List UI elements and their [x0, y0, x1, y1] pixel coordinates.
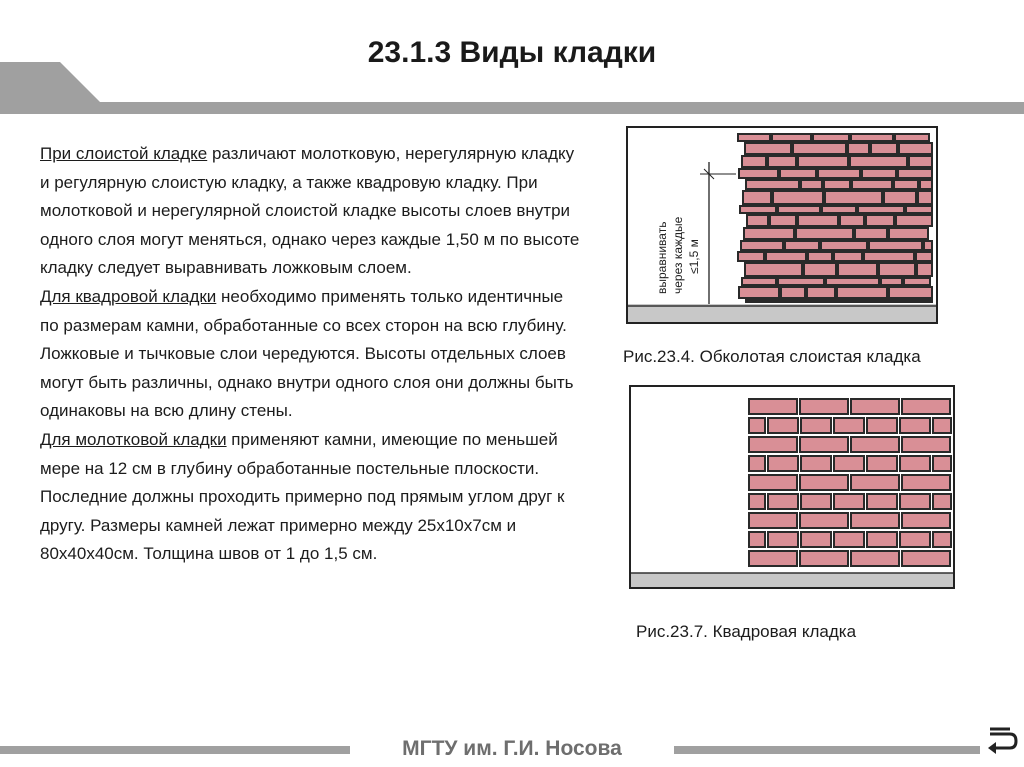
brick	[772, 134, 811, 141]
brick	[903, 300, 932, 302]
brick	[801, 180, 822, 189]
brick	[800, 551, 848, 566]
brick	[852, 180, 892, 189]
brick	[745, 263, 802, 276]
brick	[749, 513, 797, 528]
brick	[749, 437, 797, 452]
brick	[768, 418, 798, 433]
ground-strip	[631, 573, 953, 587]
brick	[834, 456, 864, 471]
brick	[837, 287, 887, 298]
brick	[770, 215, 796, 226]
brick	[895, 134, 929, 141]
brick	[785, 241, 819, 250]
body-text	[40, 140, 580, 569]
brick	[933, 494, 951, 509]
brick	[801, 418, 831, 433]
brick	[746, 300, 778, 302]
brick	[933, 418, 951, 433]
brick	[900, 494, 930, 509]
brick	[896, 215, 932, 226]
brick	[894, 180, 918, 189]
brick	[798, 156, 848, 167]
brick	[867, 494, 897, 509]
brick-wall	[738, 134, 932, 302]
brick	[924, 241, 932, 250]
brick	[744, 228, 794, 239]
brick	[768, 156, 796, 167]
brick	[834, 252, 862, 261]
brick	[933, 456, 951, 471]
paragraph-layered	[40, 140, 580, 283]
brick	[796, 228, 853, 239]
brick	[918, 191, 932, 204]
brick	[766, 252, 806, 261]
brick	[768, 494, 798, 509]
brick	[821, 300, 857, 302]
brick	[834, 418, 864, 433]
brick	[871, 143, 897, 154]
brick	[749, 418, 765, 433]
brick	[879, 263, 915, 276]
brick	[800, 513, 848, 528]
brick	[738, 252, 764, 261]
brick	[889, 228, 928, 239]
brick	[749, 399, 797, 414]
brick	[801, 532, 831, 547]
brick	[778, 206, 820, 213]
brick	[902, 399, 950, 414]
brick	[917, 263, 932, 276]
brick	[859, 300, 901, 302]
brick	[825, 191, 882, 204]
paragraph-lead: При слоистой кладке	[40, 144, 208, 163]
brick	[851, 399, 899, 414]
paragraph-hammered	[40, 426, 580, 569]
brick	[898, 169, 932, 178]
brick	[801, 456, 831, 471]
paragraph-lead: Для квадровой кладки	[40, 286, 217, 306]
brick	[904, 278, 930, 285]
brick	[851, 551, 899, 566]
paragraph-lead: Для молотковой кладки	[40, 429, 227, 449]
brick	[864, 252, 914, 261]
brick	[902, 437, 950, 452]
brick	[780, 169, 816, 178]
brick	[866, 215, 894, 226]
figure-caption-2: Рис.23.7. Квадровая кладка	[636, 622, 857, 641]
brick	[749, 551, 797, 566]
brick	[900, 418, 930, 433]
brick	[916, 252, 932, 261]
brick	[768, 532, 798, 547]
brick	[900, 456, 930, 471]
brick	[739, 287, 779, 298]
brick	[821, 241, 867, 250]
brick	[889, 287, 932, 298]
brick	[826, 278, 879, 285]
brick	[800, 437, 848, 452]
footer-institution: МГТУ им. Г.И. Носова	[402, 737, 622, 760]
brick	[851, 437, 899, 452]
dimension-label-3: ≤1,5 м	[687, 239, 701, 274]
brick	[933, 532, 951, 547]
figure-ashlar-masonry	[627, 383, 957, 593]
brick	[740, 206, 776, 213]
brick	[906, 206, 932, 213]
brick	[804, 263, 836, 276]
paragraph-text: различают молотковую, нерегулярную кладку и регулярную слоистую кладку, а также квадровую кладку. При молотковой и нерегулярной слоистой кладке высоты слоев внутри одного слоя могут меняться, однако через каждые 1,50 м по высоте кладку следует выравнивать ложковым слоем.	[40, 144, 580, 278]
brick	[738, 134, 770, 141]
brick	[798, 215, 838, 226]
brick	[858, 206, 904, 213]
brick	[749, 456, 765, 471]
brick	[855, 228, 887, 239]
paragraph-text: необходимо применять только идентичные по размерам камни, обработанные со всех сторон на всю глубину. Ложковые и тычковые слои чередуются. Высоты отдельных слоев могут быть различны, однако внутри одного слоя они должны быть одинаковы на всю длину стены.	[40, 286, 574, 421]
brick	[749, 494, 765, 509]
figure-caption-1: Рис.23.4. Обколотая слоистая кладка	[623, 347, 921, 366]
brick	[899, 143, 932, 154]
brick	[851, 475, 899, 490]
paragraph-ashlar	[40, 283, 580, 426]
brick	[741, 241, 783, 250]
figure-layered-masonry	[624, 124, 940, 330]
brick	[800, 399, 848, 414]
brick	[743, 191, 771, 204]
brick	[746, 180, 799, 189]
brick-wall	[749, 399, 951, 566]
return-arrow-icon[interactable]	[984, 722, 1020, 758]
brick	[902, 551, 950, 566]
brick	[851, 134, 893, 141]
brick	[867, 418, 897, 433]
brick	[745, 143, 791, 154]
brick	[807, 287, 835, 298]
brick	[884, 191, 916, 204]
brick	[850, 156, 907, 167]
brick	[813, 134, 849, 141]
brick	[881, 278, 902, 285]
brick	[838, 263, 877, 276]
brick	[749, 532, 765, 547]
brick	[742, 156, 766, 167]
brick	[778, 278, 824, 285]
paragraph-text: применяют камни, имеющие по меньшей мере на 12 см в глубину обработанные постельные плоскости. Последние должны проходить примерно под прямым углом друг к другу. Размеры камней лежат примерно между 25х10х7см и 80х40х40см. Толщина швов от 1 до 1,5 см.	[40, 429, 565, 564]
brick	[862, 169, 896, 178]
brick	[834, 532, 864, 547]
brick	[867, 532, 897, 547]
brick	[773, 191, 823, 204]
brick	[851, 513, 899, 528]
brick	[840, 215, 864, 226]
brick	[869, 241, 922, 250]
brick	[824, 180, 850, 189]
brick	[742, 278, 776, 285]
brick	[808, 252, 832, 261]
brick	[781, 287, 805, 298]
brick	[834, 494, 864, 509]
brick	[800, 475, 848, 490]
brick	[848, 143, 869, 154]
brick	[818, 169, 860, 178]
brick	[768, 456, 798, 471]
brick	[801, 494, 831, 509]
slide-title: 23.1.3 Виды кладки	[367, 36, 657, 69]
brick	[909, 156, 932, 167]
brick	[739, 169, 778, 178]
brick	[920, 180, 932, 189]
header-bar	[0, 62, 1024, 114]
brick	[822, 206, 856, 213]
brick	[902, 475, 950, 490]
brick	[793, 143, 846, 154]
brick	[747, 215, 768, 226]
brick	[780, 300, 819, 302]
dimension-label-2: через каждые	[671, 216, 685, 294]
dimension-label-1: выравнивать	[655, 221, 669, 294]
brick	[900, 532, 930, 547]
brick	[867, 456, 897, 471]
brick	[749, 475, 797, 490]
brick	[902, 513, 950, 528]
